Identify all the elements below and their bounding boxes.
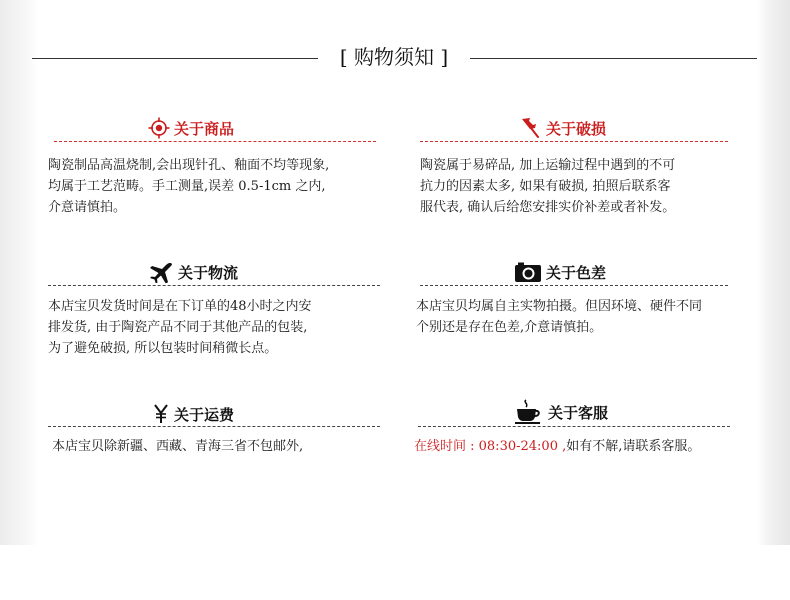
section-damage-text (420, 155, 675, 218)
left-shadow (0, 0, 38, 545)
airplane-icon (148, 261, 174, 283)
section-goods-title (148, 116, 234, 140)
text-line (414, 436, 700, 457)
section-color-text (416, 296, 702, 338)
section-damage-label: 关于破损 (546, 119, 607, 138)
section-logistics-divider (48, 285, 380, 286)
section-logistics-title (148, 260, 238, 284)
section-damage-divider (420, 141, 728, 142)
service-contact-note: 如有不解,请联系客服。 (566, 439, 701, 454)
pushpin-icon (518, 116, 542, 140)
text-line: 陶瓷制品高温烧制,会出现针孔、釉面不均等现象, (48, 158, 330, 173)
text-line: 陶瓷属于易碎品, 加上运输过程中遇到的不可 (420, 158, 676, 173)
section-shipping-label: 关于运费 (174, 405, 235, 424)
section-color-label: 关于色差 (546, 263, 607, 282)
section-logistics-label: 关于物流 (178, 263, 239, 282)
text-line: 本店宝贝发货时间是在下订单的48小时之内安 (48, 299, 312, 314)
section-goods-divider (54, 141, 376, 142)
section-goods-label: 关于商品 (174, 119, 235, 138)
section-shipping-divider (48, 426, 380, 427)
online-hours: 在线时间 : 08:30-24:00 , (414, 439, 567, 454)
text-line: 个别还是存在色差,介意请慎拍。 (416, 320, 603, 335)
text-line: 介意请慎拍。 (48, 200, 127, 215)
section-service-text (414, 436, 700, 457)
section-service-divider (418, 426, 730, 427)
section-damage-title (518, 116, 606, 140)
right-shadow (757, 0, 790, 545)
page-title: [ 购物须知 ] (339, 45, 449, 69)
text-line: 本店宝贝均属自主实物拍摄。但因环境、硬件不同 (416, 299, 703, 314)
text-line: 排发货, 由于陶瓷产品不同于其他产品的包装, (48, 320, 308, 335)
section-color-divider (420, 285, 728, 286)
target-icon (148, 117, 170, 139)
header-rule-right (470, 58, 757, 59)
section-service-label: 关于客服 (548, 403, 609, 422)
text-line: 为了避免破损, 所以包装时间稍微长点。 (48, 341, 278, 356)
header-rule-left (32, 58, 318, 59)
section-goods-text (48, 155, 329, 218)
camera-icon (514, 261, 542, 283)
section-logistics-text (48, 296, 312, 359)
yen-icon (152, 404, 170, 424)
text-line: 本店宝贝除新疆、西藏、青海三省不包邮外, (52, 439, 304, 454)
section-shipping-text (52, 436, 303, 457)
text-line: 抗力的因素太多, 如果有破损, 拍照后联系客 (420, 179, 671, 194)
section-shipping-title (152, 402, 234, 426)
section-color-title (514, 260, 606, 284)
text-line: 均属于工艺范畴。手工测量,误差 0.5-1cm 之内, (48, 179, 326, 194)
coffee-cup-icon (514, 399, 544, 425)
text-line: 服代表, 确认后给您安排实价补差或者补发。 (420, 200, 676, 215)
section-service-title (514, 400, 608, 424)
